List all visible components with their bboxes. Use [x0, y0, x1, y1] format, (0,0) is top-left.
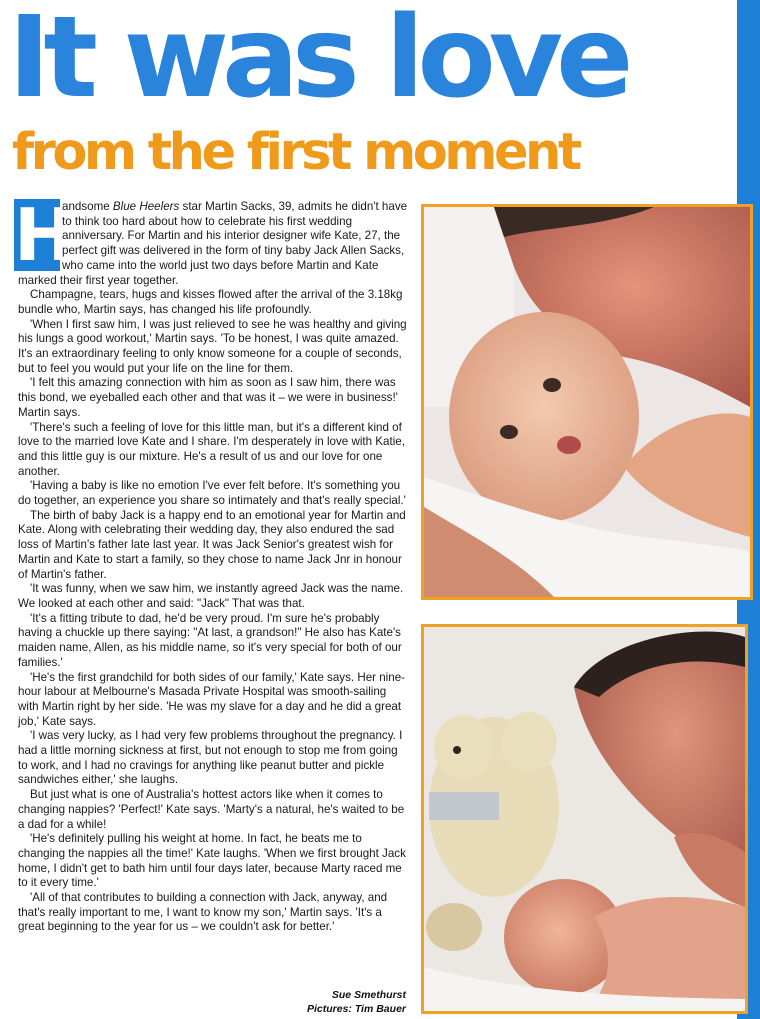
intro-text-rest: star Martin Sacks, 39, admits he didn't have to think too hard about how to celebrate his first wedding anniversary. For Martin and his interior designer wife Kate, 27, the perfect gift was delivered in the form of tiny baby Jack Allen Sacks, who came into the world just two days before Martin and Kate marked their first year together.: [18, 200, 408, 287]
drop-cap: H: [14, 193, 75, 277]
photo-father-with-baby-and-teddy-image: [424, 627, 745, 1011]
byline: Sue Smethurst: [331, 989, 406, 1001]
article-paragraph: 'He's definitely pulling his weight at home. In fact, he beats me to changing the nappies all the time!' Kate laughs. 'When we first brought Jack home, I didn't get to bath him until four days later, because Marty raced me to it every time.': [18, 832, 406, 890]
headline: It was love: [8, 0, 627, 123]
photo-credit: Pictures: Tim Bauer: [306, 1003, 406, 1015]
credits: [307, 988, 406, 1016]
article-paragraph: 'There's such a feeling of love for this little man, but it's a different kind of love to the married love Kate and I share. I'm desperately in love with Katie, and this little guy is our mixture. He's a result of us and our love for one another.: [18, 420, 405, 478]
article-paragraph: But just what is one of Australia's hottest actors like when it comes to changing nappies? 'Perfect!' Kate says. 'Marty's a natural, he's waited to be a dad for a while!: [18, 788, 405, 831]
article-paragraph: 'It's a fitting tribute to dad, he'd be very proud. I'm sure he's probably having a chuckle up there saying: "At last, a grandson!" He also has Kate's maiden name, Allen, as his middle name, so it's very special for both of our families.': [18, 611, 402, 669]
photo-father-with-baby-and-teddy: [421, 624, 748, 1014]
article-paragraph-intro: [18, 200, 408, 288]
drop-cap-spacer: [14, 193, 75, 277]
tv-show-title: Blue Heelers: [112, 200, 180, 213]
article-body: [18, 200, 408, 935]
subheadline: from the first moment: [12, 123, 579, 182]
intro-text-start: andsome: [62, 200, 113, 213]
article-paragraph: 'It was funny, when we saw him, we instantly agreed Jack was the name. We looked at each other and said: "Jack" That was that.: [18, 582, 404, 610]
article-paragraph: 'I was very lucky, as I had very few problems throughout the pregnancy. I had a little morning sickness at first, but not enough to stop me from going to work, and I had no cravings for anything like peanut butter and pickle sandwiches either,' she laughs.: [18, 729, 403, 787]
photo-father-kissing-baby: [421, 204, 753, 600]
article-paragraph: 'He's the first grandchild for both sides of our family,' Kate says. Her nine-hour labour at Melbourne's Masada Private Hospital was smooth-sailing with Martin right by her side. 'He was my slave for a day and he did a great job,' Kate says.: [18, 670, 406, 728]
photo-father-kissing-baby-image: [424, 207, 750, 597]
article-paragraph: 'All of that contributes to building a connection with Jack, anyway, and that's really important to me, I want to know my son,' Martin says. 'It's a great beginning to the year for us – we couldn't ask for better.': [18, 891, 388, 934]
article-paragraph: 'Having a baby is like no emotion I've ever felt before. It's something you do together, an experience you share so intimately and that's really special.': [18, 479, 406, 508]
article-paragraph: The birth of baby Jack is a happy end to an emotional year for Martin and Kate. Along with celebrating their wedding day, they also endured the sad loss of Martin's father late last year. It was Jack Senior's greatest wish for Martin and Kate to start a family, so they chose to name Jack Jnr in honour of Martin's father.: [18, 508, 406, 581]
article-paragraph: 'I felt this amazing connection with him as soon as I saw him, there was this bond, we eyeballed each other and that was it – we were in business!' Martin says.: [18, 376, 398, 419]
article-paragraph: Champagne, tears, hugs and kisses flowed after the arrival of the 3.18kg bundle who, Martin says, has changed his life profoundly.: [18, 288, 403, 316]
article-paragraph: 'When I first saw him, I was just relieved to see he was healthy and giving his lungs a good workout,' Martin says. 'To be honest, I was quite amazed. It's an extraordinary feeling to only know someone for a couple of seconds, but to feel you would put your life on the line for them.: [18, 317, 407, 375]
